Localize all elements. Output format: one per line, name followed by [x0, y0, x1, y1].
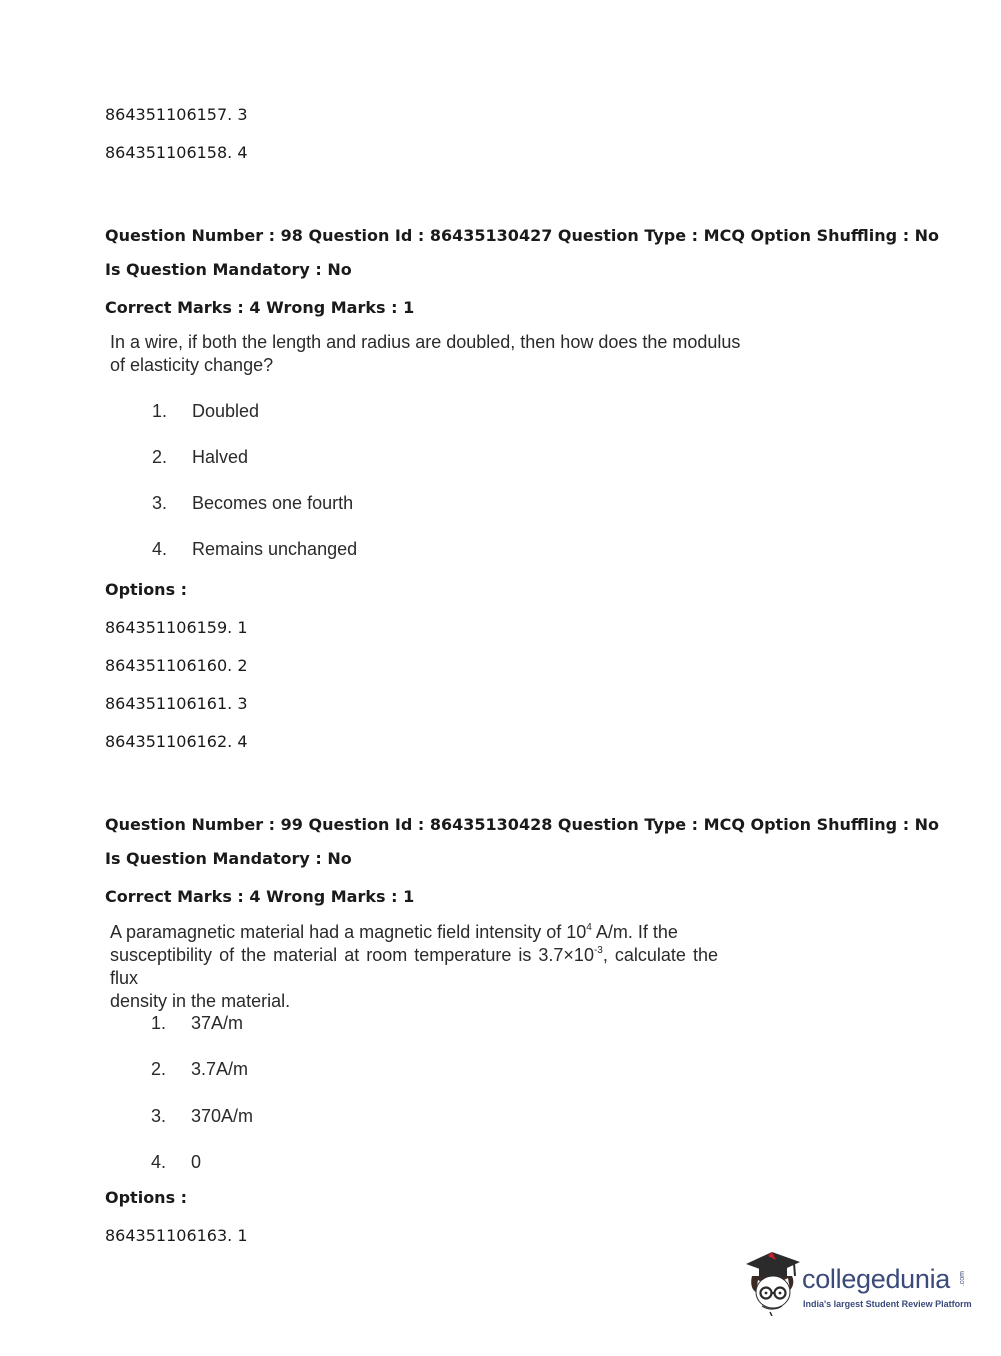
- q99-marks: Correct Marks : 4 Wrong Marks : 1: [105, 887, 415, 906]
- q99-header: Question Number : 99 Question Id : 86435130428 Question Type : MCQ Option Shuffling : No: [105, 815, 940, 834]
- collegedunia-brand-text: collegedunia: [802, 1264, 951, 1294]
- option-id-line: 864351106160. 2: [105, 656, 248, 675]
- q99-mandatory: Is Question Mandatory : No: [105, 849, 352, 868]
- collegedunia-tagline: India's largest Student Review Platform: [803, 1299, 972, 1309]
- option-id-line: 864351106161. 3: [105, 694, 248, 713]
- q98-question-text: In a wire, if both the length and radius are doubled, then how does the modulus of elasticity change?: [110, 332, 741, 375]
- collegedunia-mascot-icon: [742, 1250, 806, 1316]
- option-id-line: 864351106157. 3: [105, 105, 248, 124]
- q98-mandatory: Is Question Mandatory : No: [105, 260, 352, 279]
- q98-header: Question Number : 98 Question Id : 86435130427 Question Type : MCQ Option Shuffling : No: [105, 226, 940, 245]
- collegedunia-com-suffix: .com: [959, 1271, 966, 1287]
- option-id-line: 864351106159. 1: [105, 618, 248, 637]
- option-id-line: 864351106163. 1: [105, 1226, 248, 1245]
- option-id-line: 864351106162. 4: [105, 732, 248, 751]
- q99-question-text: A paramagnetic material had a magnetic field intensity of $10^4$ A/m. If the susceptibility of the material at room temperature is $3.7\times 10^{-3}$, calculate the flux density in the material.: [110, 922, 718, 1011]
- q99-options-label: Options :: [105, 1188, 188, 1207]
- q98-options-label: Options :: [105, 580, 188, 599]
- option-id-line: 864351106158. 4: [105, 143, 248, 162]
- q98-marks: Correct Marks : 4 Wrong Marks : 1: [105, 298, 415, 317]
